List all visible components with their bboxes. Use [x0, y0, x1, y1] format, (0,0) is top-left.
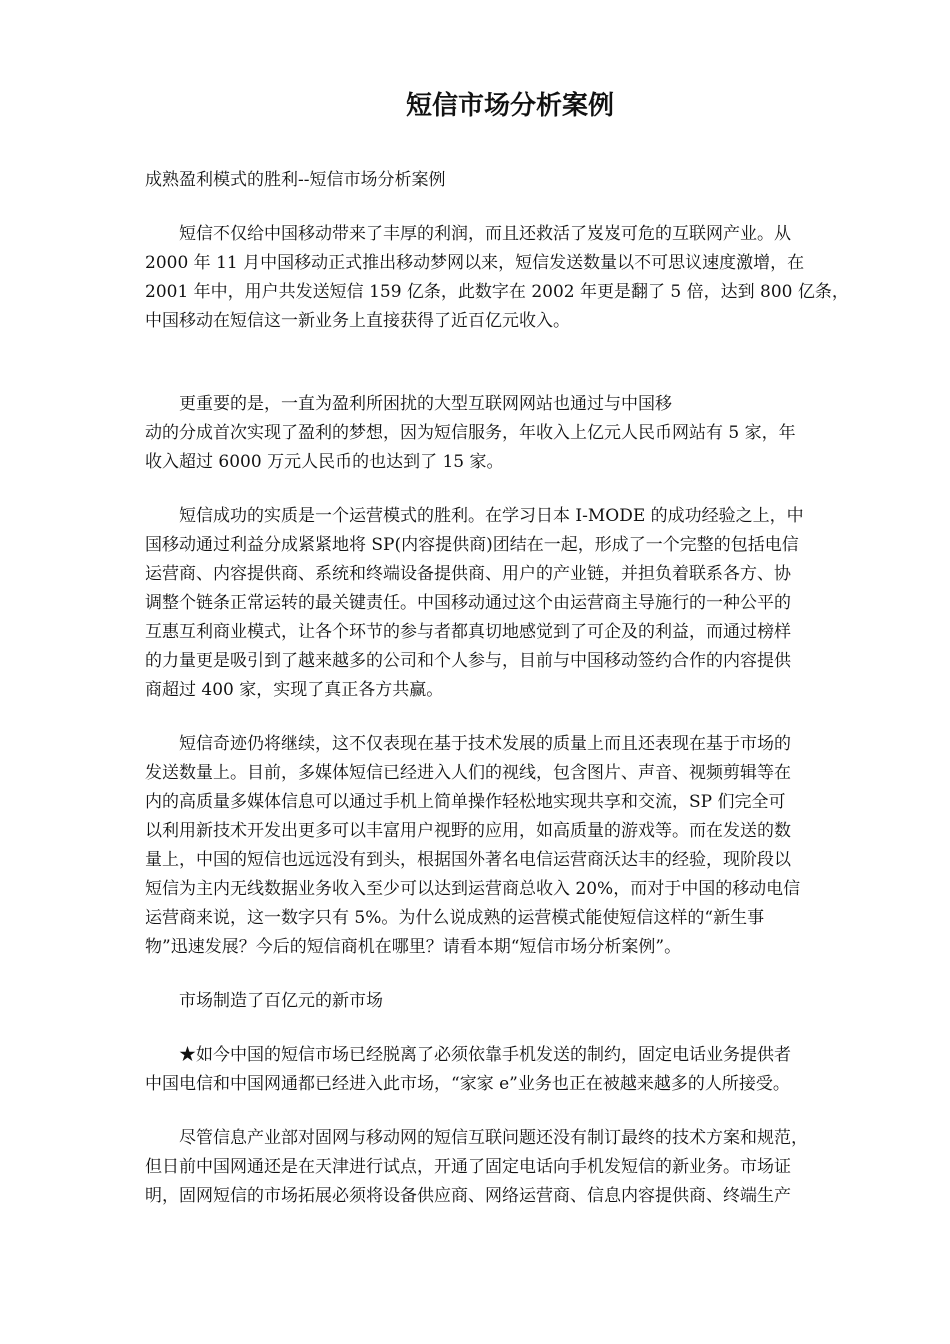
paragraph-business-model: 短信成功的实质是一个运营模式的胜利。在学习日本 I-MODE 的成功经验之上，中 国移动通过利益分成紧紧地将 SP(内容提供商)团结在一起，形成了一个完整的包括电信 运营商、内容提供商、系统和终端设备提供商、用户的产业链，并担负着联系各方、协 调整个链条正常运转的最关键责任。中国移动通过这个由运营商主导施行的一种公平的 互惠互利商业模式，让各个环节的参与者都真切地感觉到了可企及的利益，而通过榜样 的力量更是吸引到了越来越多的公司和个人参与，目前与中国移动签约合作的内容提供 商超过 400 家，实现了真正各方共赢。 [145, 506, 804, 700]
document-subtitle: 成熟盈利模式的胜利--短信市场分析案例 [145, 170, 446, 190]
paragraph-network-interconnect: 尽管信息产业部对固网与移动网的短信互联问题还没有制订最终的技术方案和规范， 但日前中国网通还是在天津进行试点，开通了固定电话向手机发短信的新业务。市场证 明，固网短信的市场拓展必须将设备供应商、网络运营商、信息内容提供商、终端生产 [145, 1128, 808, 1206]
paragraph-fixed-line-sms: ★如今中国的短信市场已经脱离了必须依靠手机发送的制约，固定电话业务提供者 中国电信和中国网通都已经进入此市场，“家家 e”业务也正在被越来越多的人所接受。 [145, 1045, 791, 1094]
document-body [145, 88, 875, 1236]
document-title: 短信市场分析案例 [405, 91, 614, 121]
paragraph-sms-profit: 短信不仅给中国移动带来了丰厚的利润，而且还救活了岌岌可危的互联网产业。从 2000 年 11 月中国移动正式推出移动梦网以来，短信发送数量以不可思议速度激增，在 2001 年中，用户共发送短信 159 亿条，此数字在 2002 年更是翻了 5 倍，达到 800 亿条， 中国移动在短信这一新业务上直接获得了近百亿元收入。 [145, 224, 849, 331]
section-heading: 市场制造了百亿元的新市场 [179, 991, 383, 1011]
paragraph-portal-profit: 更重要的是，一直为盈利所困扰的大型互联网网站也通过与中国移 动的分成首次实现了盈利的梦想，因为短信服务，年收入上亿元人民币网站有 5 家，年 收入超过 6000 万元人民币的也达到了 15 家。 [145, 394, 796, 472]
paragraph-future-growth: 短信奇迹仍将继续，这不仅表现在基于技术发展的质量上而且还表现在基于市场的 发送数量上。目前，多媒体短信已经进入人们的视线，包含图片、声音、视频剪辑等在 内的高质量多媒体信息可以通过手机上简单操作轻松地实现共享和交流，SP 们完全可 以利用新技术开发出更多可以丰富用户视野的应用，如高质量的游戏等。而在发送的数 量上，中国的短信也远远没有到头，根据国外著名电信运营商沃达丰的经验，现阶段以 短信为主内无线数据业务收入至少可以达到运营商总收入 20%，而对于中国的移动电信 运营商来说，这一数字只有 5%。为什么说成熟的运营模式能使短信这样的“新生事 物”迅速发展？今后的短信商机在哪里？请看本期“短信市场分析案例”。 [145, 734, 801, 957]
